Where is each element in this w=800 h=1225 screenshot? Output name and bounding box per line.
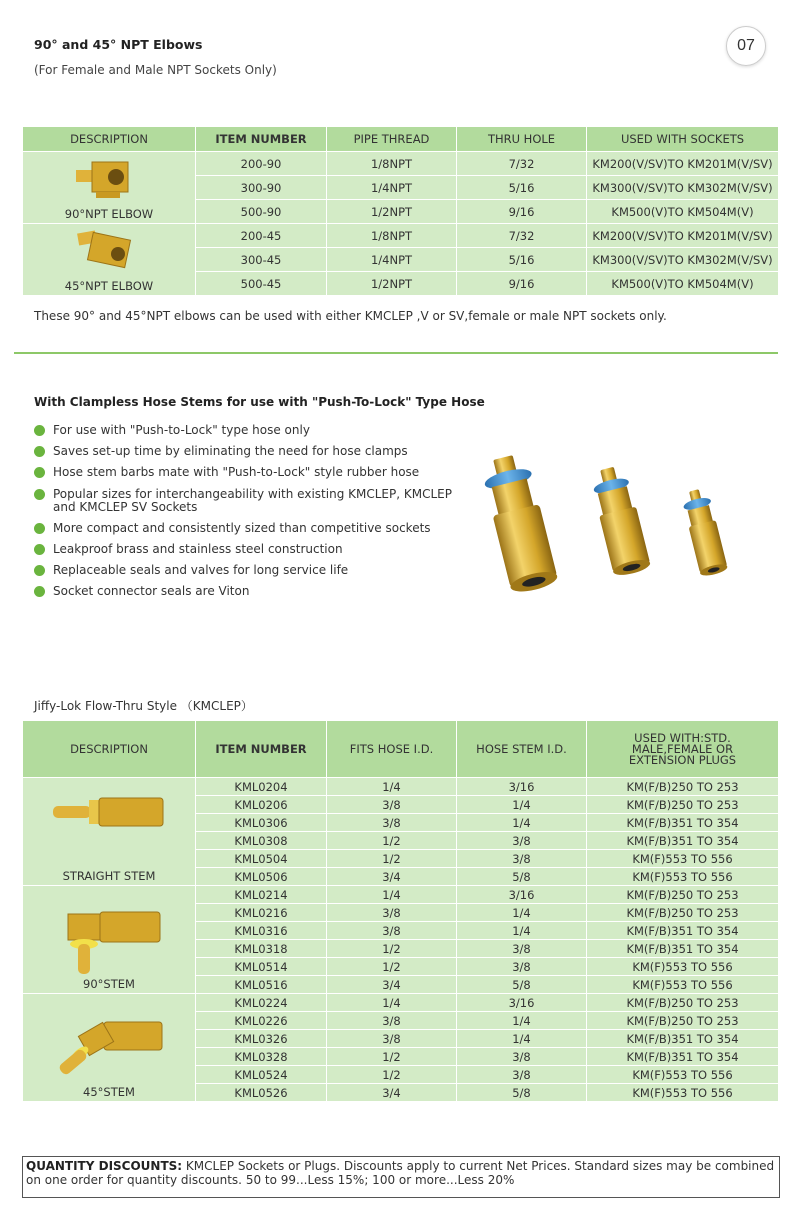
page-number: 07	[726, 26, 766, 66]
jiffy-title: Jiffy-Lok Flow-Thru Style （KMCLEP）	[34, 699, 253, 713]
spec-cell-1: 1/4NPT	[327, 248, 457, 272]
list-item: Socket connector seals are Viton	[34, 585, 454, 598]
list-item: For use with "Push-to-Lock" type hose only	[34, 424, 454, 437]
header-description: DESCRIPTION	[23, 127, 196, 152]
spec-cell-1: 3/8	[327, 1012, 457, 1030]
spec-cell-2: 3/16	[457, 778, 587, 796]
spec-cell-1: 1/2	[327, 940, 457, 958]
used-with-cell: KM(F)553 TO 556	[587, 958, 779, 976]
header-description: DESCRIPTION	[23, 721, 196, 778]
item-number-cell: KML0526	[196, 1084, 327, 1102]
jiffy-table	[22, 720, 779, 1102]
spec-cell-1: 1/2	[327, 1066, 457, 1084]
used-with-cell: KM(F)553 TO 556	[587, 868, 779, 886]
spec-cell-1: 1/2	[327, 1048, 457, 1066]
header-pipe-thread: PIPE THREAD	[327, 127, 457, 152]
used-with-cell: KM(F)553 TO 556	[587, 850, 779, 868]
spec-cell-2: 3/8	[457, 940, 587, 958]
used-with-cell: KM300(V/SV)TO KM302M(V/SV)	[587, 176, 779, 200]
bullet-icon	[34, 523, 45, 534]
used-with-cell: KM500(V)TO KM504M(V)	[587, 200, 779, 224]
header-item-number: ITEM NUMBER	[196, 127, 327, 152]
spec-cell-2: 3/8	[457, 832, 587, 850]
used-with-cell: KM(F)553 TO 556	[587, 976, 779, 994]
spec-cell-2: 1/4	[457, 922, 587, 940]
item-number-cell: KML0206	[196, 796, 327, 814]
group-description	[23, 994, 196, 1102]
spec-cell-1: 1/4NPT	[327, 176, 457, 200]
item-number-cell: KML0516	[196, 976, 327, 994]
spec-cell-2: 3/16	[457, 886, 587, 904]
table-row	[23, 152, 779, 176]
spec-cell-1: 1/2NPT	[327, 200, 457, 224]
clampless-title: With Clampless Hose Stems for use with "Push-To-Lock" Type Hose	[34, 395, 485, 409]
elbows-table	[22, 126, 779, 296]
spec-cell-1: 3/8	[327, 796, 457, 814]
used-with-cell: KM(F/B)250 TO 253	[587, 778, 779, 796]
spec-cell-2: 5/8	[457, 976, 587, 994]
bullet-icon	[34, 489, 45, 500]
used-with-cell: KM300(V/SV)TO KM302M(V/SV)	[587, 248, 779, 272]
spec-cell-2: 3/8	[457, 1048, 587, 1066]
spec-cell-2: 3/8	[457, 958, 587, 976]
spec-cell-2: 1/4	[457, 1012, 587, 1030]
used-with-cell: KM(F)553 TO 556	[587, 1066, 779, 1084]
spec-cell-1: 3/4	[327, 868, 457, 886]
section-divider	[14, 352, 778, 354]
item-number-cell: KML0226	[196, 1012, 327, 1030]
header-used-with: USED WITH:STD. MALE,FEMALE OR EXTENSION PLUGS	[587, 721, 779, 778]
spec-cell-2: 5/16	[457, 248, 587, 272]
group-description	[23, 152, 196, 224]
spec-cell-1: 1/8NPT	[327, 224, 457, 248]
header-fits-hose-id: FITS HOSE I.D.	[327, 721, 457, 778]
item-number-cell: 300-45	[196, 248, 327, 272]
used-with-cell: KM(F/B)250 TO 253	[587, 994, 779, 1012]
used-with-cell: KM(F/B)351 TO 354	[587, 940, 779, 958]
table-row	[23, 886, 779, 904]
item-number-cell: KML0506	[196, 868, 327, 886]
item-number-cell: KML0308	[196, 832, 327, 850]
spec-cell-2: 1/4	[457, 814, 587, 832]
spec-cell-2: 3/16	[457, 994, 587, 1012]
discounts-label: QUANTITY DISCOUNTS:	[26, 1159, 183, 1173]
bullet-icon	[34, 425, 45, 436]
spec-cell-1: 3/8	[327, 922, 457, 940]
spec-cell-2: 5/8	[457, 1084, 587, 1102]
used-with-cell: KM200(V/SV)TO KM201M(V/SV)	[587, 224, 779, 248]
bullet-icon	[34, 565, 45, 576]
item-number-cell: KML0318	[196, 940, 327, 958]
used-with-cell: KM(F/B)351 TO 354	[587, 1048, 779, 1066]
group-description	[23, 224, 196, 296]
bullet-icon	[34, 446, 45, 457]
bullet-icon	[34, 467, 45, 478]
spec-cell-1: 1/8NPT	[327, 152, 457, 176]
item-number-cell: KML0328	[196, 1048, 327, 1066]
spec-cell-2: 3/8	[457, 850, 587, 868]
spec-cell-1: 1/2	[327, 958, 457, 976]
group-label: 90°STEM	[83, 977, 135, 991]
item-number-cell: 500-45	[196, 272, 327, 296]
elbows-note: These 90° and 45°NPT elbows can be used with either KMCLEP ,V or SV,female or male NPT sockets only.	[34, 309, 667, 323]
item-number-cell: 500-90	[196, 200, 327, 224]
spec-cell-2: 9/16	[457, 200, 587, 224]
feature-list	[34, 424, 454, 607]
group-label: 45°STEM	[83, 1085, 135, 1099]
used-with-cell: KM500(V)TO KM504M(V)	[587, 272, 779, 296]
spec-cell-1: 1/2	[327, 832, 457, 850]
spec-cell-2: 1/4	[457, 904, 587, 922]
item-number-cell: KML0504	[196, 850, 327, 868]
item-number-cell: KML0214	[196, 886, 327, 904]
list-item: More compact and consistently sized than competitive sockets	[34, 522, 454, 535]
used-with-cell: KM(F/B)351 TO 354	[587, 922, 779, 940]
used-with-cell: KM(F/B)351 TO 354	[587, 814, 779, 832]
used-with-cell: KM(F/B)250 TO 253	[587, 1012, 779, 1030]
group-description	[23, 886, 196, 994]
spec-cell-2: 9/16	[457, 272, 587, 296]
group-description	[23, 778, 196, 886]
item-number-cell: KML0216	[196, 904, 327, 922]
item-number-cell: KML0326	[196, 1030, 327, 1048]
table-header-row	[23, 721, 779, 778]
spec-cell-1: 1/2	[327, 850, 457, 868]
used-with-cell: KM(F/B)351 TO 354	[587, 832, 779, 850]
group-label: STRAIGHT STEM	[62, 869, 156, 883]
spec-cell-1: 1/2NPT	[327, 272, 457, 296]
used-with-cell: KM(F)553 TO 556	[587, 1084, 779, 1102]
list-item: Leakproof brass and stainless steel construction	[34, 543, 454, 556]
used-with-cell: KM(F/B)351 TO 354	[587, 1030, 779, 1048]
spec-cell-2: 1/4	[457, 1030, 587, 1048]
list-item: Popular sizes for interchangeability with existing KMCLEP, KMCLEP and KMCLEP SV Sockets	[34, 488, 454, 514]
spec-cell-2: 5/8	[457, 868, 587, 886]
item-number-cell: KML0316	[196, 922, 327, 940]
used-with-cell: KM200(V/SV)TO KM201M(V/SV)	[587, 152, 779, 176]
item-number-cell: 200-45	[196, 224, 327, 248]
table-row	[23, 994, 779, 1012]
elbows-subtitle: (For Female and Male NPT Sockets Only)	[34, 63, 277, 77]
spec-cell-1: 3/4	[327, 1084, 457, 1102]
push-to-lock-sockets-photo	[480, 445, 740, 605]
header-thru-hole: THRU HOLE	[457, 127, 587, 152]
used-with-cell: KM(F/B)250 TO 253	[587, 796, 779, 814]
item-number-cell: 300-90	[196, 176, 327, 200]
list-item: Replaceable seals and valves for long service life	[34, 564, 454, 577]
group-label: 90°NPT ELBOW	[64, 207, 154, 221]
spec-cell-1: 3/8	[327, 1030, 457, 1048]
group-label: 45°NPT ELBOW	[64, 279, 154, 293]
spec-cell-2: 5/16	[457, 176, 587, 200]
spec-cell-2: 3/8	[457, 1066, 587, 1084]
spec-cell-1: 1/4	[327, 778, 457, 796]
item-number-cell: KML0306	[196, 814, 327, 832]
spec-cell-1: 3/8	[327, 904, 457, 922]
discounts-text: KMCLEP Sockets or Plugs. Discounts apply to current Net Prices. Standard sizes may be combined on one order for quantity discounts. 50 to 99...Less 15%; 100 or more...Less 20%	[26, 1159, 775, 1187]
used-with-cell: KM(F/B)250 TO 253	[587, 904, 779, 922]
header-hose-stem-id: HOSE STEM I.D.	[457, 721, 587, 778]
table-row	[23, 224, 779, 248]
spec-cell-2: 1/4	[457, 796, 587, 814]
elbows-title: 90° and 45° NPT Elbows	[34, 37, 203, 52]
spec-cell-2: 7/32	[457, 224, 587, 248]
item-number-cell: 200-90	[196, 152, 327, 176]
table-header-row	[23, 127, 779, 152]
used-with-cell: KM(F/B)250 TO 253	[587, 886, 779, 904]
bullet-icon	[34, 586, 45, 597]
list-item: Saves set-up time by eliminating the need for hose clamps	[34, 445, 454, 458]
spec-cell-1: 3/8	[327, 814, 457, 832]
quantity-discounts-box	[22, 1156, 780, 1198]
item-number-cell: KML0514	[196, 958, 327, 976]
list-item: Hose stem barbs mate with "Push-to-Lock" style rubber hose	[34, 466, 454, 479]
item-number-cell: KML0524	[196, 1066, 327, 1084]
spec-cell-1: 1/4	[327, 994, 457, 1012]
table-row	[23, 778, 779, 796]
spec-cell-1: 1/4	[327, 886, 457, 904]
header-used-with-sockets: USED WITH SOCKETS	[587, 127, 779, 152]
spec-cell-2: 7/32	[457, 152, 587, 176]
item-number-cell: KML0204	[196, 778, 327, 796]
spec-cell-1: 3/4	[327, 976, 457, 994]
bullet-icon	[34, 544, 45, 555]
item-number-cell: KML0224	[196, 994, 327, 1012]
header-item-number: ITEM NUMBER	[196, 721, 327, 778]
